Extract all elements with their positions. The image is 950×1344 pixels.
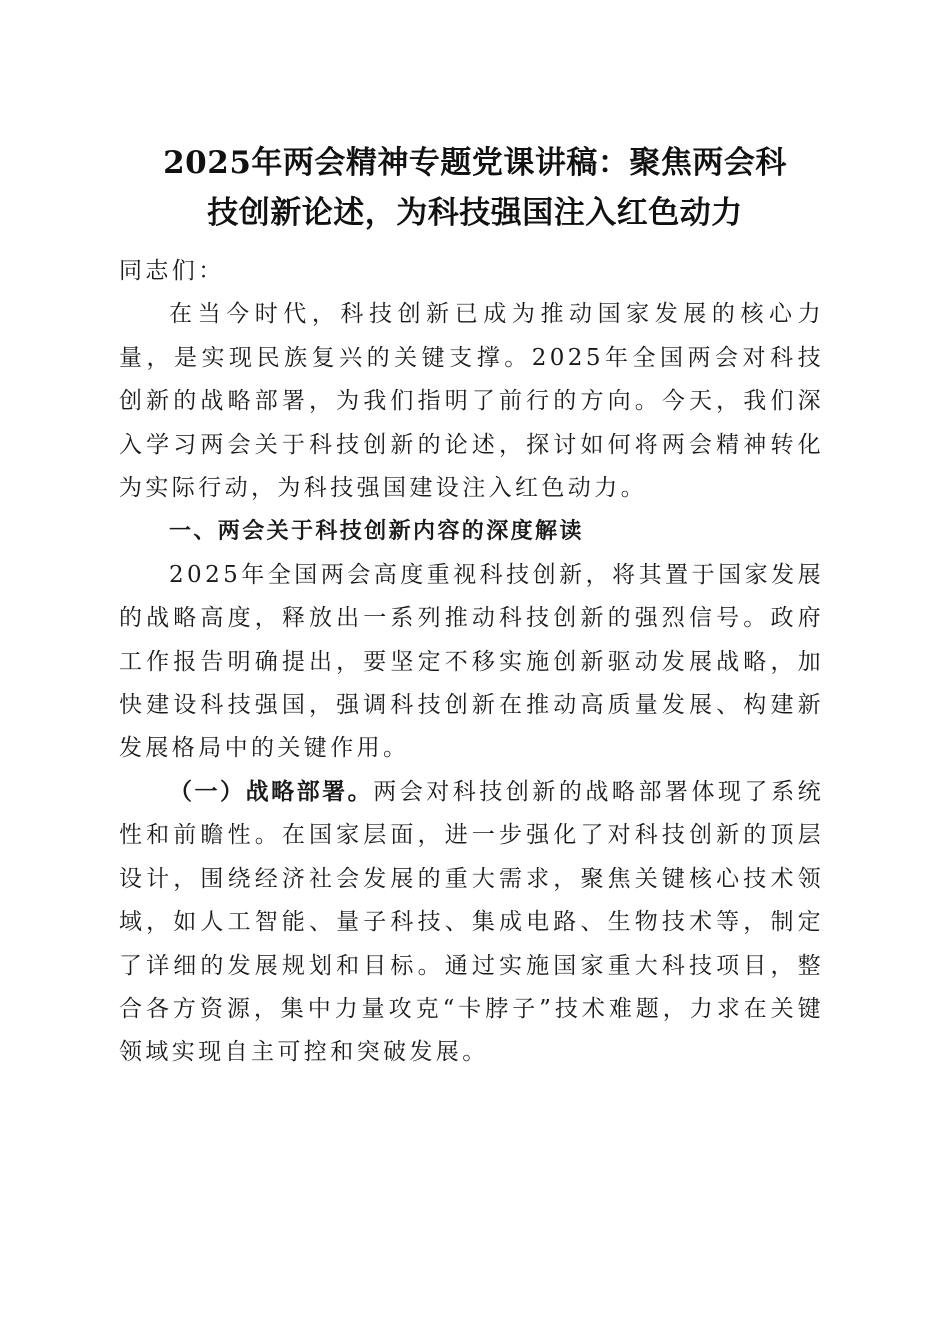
document-body [119,250,824,1075]
document-title [100,138,850,238]
section-heading-1: 一、两会关于科技创新内容的深度解读 [169,519,584,545]
subsection-1-lead: （一）战略部署。 [169,778,374,805]
section-1-paragraph: 2025年全国两会高度重视科技创新，将其置于国家发展的战略高度，释放出一系列推动科技创新的强烈信号。政府工作报告明确提出，要坚定不移实施创新驱动发展战略，加快建设科技强国，强调科技创新在推动高质量发展、构建新发展格局中的关键作用。 [119,561,824,762]
subsection-1-paragraph [119,771,824,1075]
title-line-1: 2025年两会精神专题党课讲稿：聚焦两会科 [163,145,787,181]
title-line-2: 技创新论述，为科技强国注入红色动力 [207,195,743,231]
subsection-1-text: 两会对科技创新的战略部署体现了系统性和前瞻性。在国家层面，进一步强化了对科技创新的顶层设计，围绕经济社会发展的重大需求，聚焦关键核心技术领域，如人工智能、量子科技、集成电路、生物技术等，制定了详细的发展规划和目标。通过实施国家重大科技项目，整合各方资源，集中力量攻克“卡脖子”技术难题，力求在关键领域实现自主可控和突破发展。 [119,778,824,1066]
intro-paragraph: 在当今时代，科技创新已成为推动国家发展的核心力量，是实现民族复兴的关键支撑。2025年全国两会对科技创新的战略部署，为我们指明了前行的方向。今天，我们深入学习两会关于科技创新的论述，探讨如何将两会精神转化为实际行动，为科技强国建设注入红色动力。 [119,301,824,502]
salutation: 同志们： [119,258,225,284]
